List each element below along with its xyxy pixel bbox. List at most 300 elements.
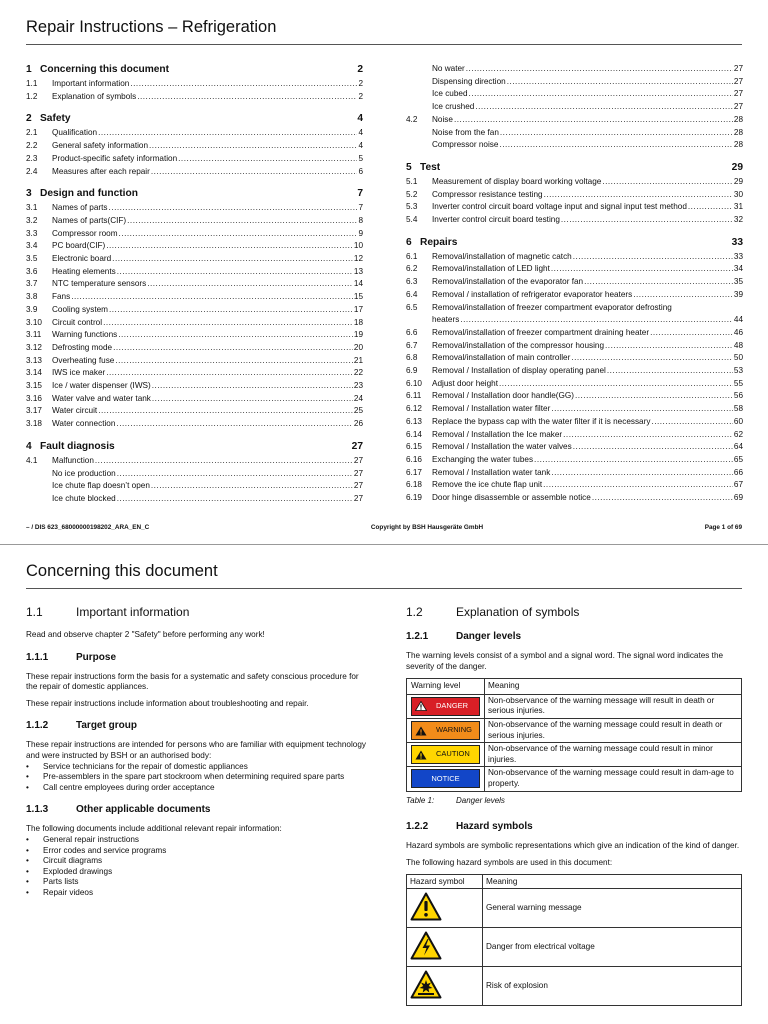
toc-entry-title: Important information — [52, 79, 130, 88]
toc-leader-dots — [551, 467, 733, 480]
toc-entry-page: 28 — [733, 114, 743, 124]
toc-chapter-page: 2 — [357, 64, 363, 75]
toc-entry[interactable] — [406, 289, 743, 302]
toc-entry-number: 3.14 — [26, 368, 42, 378]
toc-entry-page: 27 — [733, 76, 743, 86]
toc-leader-dots — [118, 329, 353, 342]
footer-page-number: Page 1 of 69 — [704, 524, 742, 531]
toc-entry-title: PC board(CIF) — [52, 241, 106, 251]
toc-entry-page: 55 — [733, 378, 743, 388]
toc-entry-page: 69 — [733, 493, 743, 503]
toc-leader-dots — [575, 390, 733, 403]
toc-entry[interactable] — [406, 390, 743, 403]
toc-entry[interactable] — [26, 367, 363, 380]
toc-leader-dots — [571, 352, 733, 365]
toc-entry[interactable] — [406, 403, 743, 416]
toc-leader-dots — [500, 127, 733, 140]
toc-entry[interactable] — [406, 378, 743, 391]
toc-entry[interactable] — [406, 88, 743, 101]
toc-entry-title: Water circuit — [52, 406, 98, 416]
section-1-2-1-heading: 1.2.1 Danger levels — [406, 631, 522, 642]
toc-leader-dots — [152, 393, 353, 406]
toc-entry-number: 6.13 — [406, 416, 422, 426]
toc-entry-number: 6.9 — [406, 366, 418, 376]
toc-entry-title: Malfunction — [52, 455, 94, 465]
toc-entry[interactable] — [26, 215, 363, 228]
toc-entry-number: 4.2 — [406, 114, 418, 124]
toc-leader-dots — [507, 76, 733, 89]
toc-entry-page: 15 — [353, 292, 363, 302]
toc-entry-page: 7 — [358, 203, 363, 213]
toc-entry-number: 3.17 — [26, 406, 42, 416]
toc-entry-title: Removal / Installation of display operating panel — [432, 366, 606, 376]
toc-entry-number: 6.18 — [406, 480, 422, 490]
toc-entry-number: 3.4 — [26, 241, 38, 251]
toc-entry[interactable] — [26, 380, 363, 393]
toc-entry[interactable] — [406, 201, 743, 214]
toc-entry-page: 18 — [353, 317, 363, 327]
toc-entry[interactable] — [406, 327, 743, 340]
toc-chapter-heading[interactable] — [26, 440, 363, 453]
footer-copyright: Copyright by BSH Hausgeräte GmbH — [370, 524, 484, 531]
toc-chapter-number: 5 — [406, 161, 412, 173]
toc-entry[interactable] — [406, 76, 743, 89]
toc-entry-page: 64 — [733, 442, 743, 452]
toc-leader-dots — [71, 291, 353, 304]
toc-entry-page: 29 — [733, 176, 743, 186]
toc-entry-number: 3.2 — [26, 215, 38, 225]
toc-entry[interactable] — [26, 278, 363, 291]
toc-entry-title: Compressor resistance testing — [432, 189, 543, 199]
toc-entry[interactable] — [406, 139, 743, 152]
toc-entry-title: Noise — [432, 114, 453, 124]
toc-entry-page: 53 — [733, 366, 743, 376]
toc-entry-title: Measurement of display board working voltage — [432, 176, 602, 186]
toc-entry-page: 60 — [733, 416, 743, 426]
section-1-1-2-heading: 1.1.2 Target group — [26, 720, 137, 732]
toc-entry[interactable] — [26, 153, 363, 166]
footer-doc-id: – / DIS 623_68000000198202_ARA_EN_C — [26, 524, 150, 531]
toc-entry[interactable] — [406, 101, 743, 114]
toc-entry[interactable] — [406, 114, 743, 127]
toc-entry-number: 2.3 — [26, 153, 38, 163]
toc-entry[interactable] — [26, 240, 363, 253]
warning-triangle-icon — [415, 750, 427, 760]
toc-entry[interactable] — [406, 492, 743, 505]
toc-entry-title: Replace the bypass cap with the water filter if it is necessary — [432, 416, 651, 426]
toc-entry-page: 65 — [733, 454, 743, 464]
toc-entry[interactable] — [26, 480, 363, 493]
warning-triangle-icon — [415, 701, 427, 711]
toc-leader-dots — [119, 228, 358, 241]
table-row — [407, 767, 742, 791]
toc-leader-dots — [561, 214, 733, 227]
toc-entry[interactable] — [26, 266, 363, 279]
section-1-1-heading: 1.1 Important information — [26, 605, 190, 619]
toc-entry[interactable] — [406, 365, 743, 378]
toc-entry-number: 6.19 — [406, 493, 422, 503]
target-group-list — [26, 762, 366, 794]
toc-entry[interactable] — [26, 228, 363, 241]
notice-badge: NOTICE — [411, 769, 480, 788]
toc-leader-dots — [151, 480, 353, 493]
hazard-symbols-paragraph-2: The following hazard symbols are used in this document: — [406, 857, 613, 867]
toc-leader-dots — [573, 251, 733, 264]
toc-entry-title: Removal / Installation water filter — [432, 404, 551, 414]
toc-chapter-page: 29 — [731, 161, 743, 173]
toc-entry[interactable] — [26, 355, 363, 368]
toc-entry[interactable] — [406, 352, 743, 365]
toc-entry-title: NTC temperature sensors — [52, 279, 147, 289]
toc-leader-dots — [651, 416, 732, 429]
toc-entry[interactable] — [406, 251, 743, 264]
caution-meaning: Non-observance of the warning message could result in minor injuries. — [485, 743, 742, 767]
toc-chapter-heading[interactable] — [406, 236, 743, 249]
toc-entry-number: 3.16 — [26, 393, 42, 403]
toc-entry[interactable] — [26, 291, 363, 304]
section-1-2-2-heading: 1.2.2 Hazard symbols — [406, 821, 533, 833]
toc-entry[interactable] — [406, 416, 743, 429]
electrical-voltage-icon — [410, 931, 442, 960]
danger-badge: DANGER — [411, 697, 480, 716]
toc-entry-title: Explanation of symbols — [52, 91, 137, 101]
toc-chapter-number: 3 — [26, 188, 32, 200]
toc-entry-page: 33 — [733, 251, 743, 261]
toc-entry-page: 2 — [358, 91, 363, 101]
toc-leader-dots — [499, 139, 732, 152]
toc-entry-page: 13 — [353, 266, 363, 276]
danger-levels-paragraph: The warning levels consist of a symbol and a signal word. The signal word indicates the severity of the danger. — [406, 651, 724, 671]
toc-entry-title: No water — [432, 64, 465, 73]
general-warning-icon — [410, 892, 442, 921]
toc-entry[interactable] — [26, 166, 363, 179]
toc-entry-title: Removal / Installation the Ice maker — [432, 429, 563, 439]
toc-entry-number: 6.2 — [406, 264, 418, 274]
toc-entry-number: 6.1 — [406, 251, 418, 261]
purpose-paragraph-1: These repair instructions form the basis for a systematic and safety conscious procedure for the repair of domestic appliances. — [26, 671, 359, 692]
toc-entry-title: IWS ice maker — [52, 368, 106, 378]
toc-entry-number: 6.3 — [406, 277, 418, 287]
toc-chapter-number: 2 — [26, 113, 32, 125]
toc-entry-title: Removal / Installation door handle(GG) — [432, 391, 574, 401]
toc-chapter-page: 33 — [731, 236, 743, 248]
toc-entry[interactable] — [406, 189, 743, 202]
toc-entry-title: Removal/installation of LED light — [432, 264, 550, 274]
toc-chapter-title: Safety — [40, 113, 71, 125]
list-item: • Error codes and service programs — [26, 846, 366, 857]
toc-leader-dots — [551, 263, 733, 276]
toc-entry[interactable] — [26, 393, 363, 406]
toc-leader-dots — [584, 276, 733, 289]
toc-entry-title: Ice chute flap doesn’t open — [52, 481, 150, 491]
toc-entry-number: 6.15 — [406, 442, 422, 452]
toc-entry-title: Ice chute blocked — [52, 493, 116, 503]
toc-entry-title: Inverter control circuit board voltage input and signal input test method — [432, 202, 687, 212]
toc-entry-title: Fans — [52, 292, 71, 302]
toc-entry-title: Dispensing direction — [432, 76, 506, 86]
toc-leader-dots — [151, 166, 358, 179]
toc-entry-page: 31 — [733, 202, 743, 212]
toc-entry-title: Compressor room — [52, 228, 118, 238]
toc-entry-page: 27 — [733, 89, 743, 99]
table-1-caption: Table 1: Danger levels — [406, 795, 505, 805]
toc-entry-number: 3.1 — [26, 203, 38, 213]
title-divider — [26, 44, 742, 45]
toc-leader-dots — [106, 240, 353, 253]
toc-entry-title: Compressor noise — [432, 140, 499, 150]
toc-entry-number: 6.10 — [406, 378, 422, 388]
toc-leader-dots — [534, 454, 733, 467]
toc-entry[interactable] — [26, 455, 363, 468]
toc-entry[interactable] — [26, 140, 363, 153]
toc-entry-title: Removal/installation of freezer compartment draining heater — [432, 327, 650, 337]
toc-entry-page: 10 — [353, 241, 363, 251]
section-1-1-1-heading: 1.1.1 Purpose — [26, 651, 117, 663]
target-group-paragraph: These repair instructions are intended for persons who are familiar with equipment technology and were instructed by BSH or an authorised body: — [26, 740, 366, 760]
toc-entry-page: 62 — [733, 429, 743, 439]
toc-entry-title: Water connection — [52, 419, 116, 429]
toc-entry[interactable] — [26, 317, 363, 330]
toc-entry-page: 19 — [353, 330, 363, 340]
toc-entry-page: 35 — [733, 277, 743, 287]
toc-entry[interactable] — [26, 78, 363, 91]
toc-entry-title: Removal / Installation water tank — [432, 467, 551, 477]
toc-entry[interactable] — [406, 276, 743, 289]
list-item: • Exploded drawings — [26, 867, 366, 878]
toc-leader-dots — [130, 78, 357, 91]
column-header: Meaning — [483, 875, 742, 889]
toc-entry[interactable] — [26, 253, 363, 266]
toc-chapter-page: 27 — [351, 440, 363, 452]
toc-entry-title: Adjust door height — [432, 378, 498, 388]
toc-entry-page: 4 — [358, 128, 363, 138]
toc-right-column — [406, 63, 743, 505]
toc-leader-dots — [460, 314, 733, 327]
toc-leader-dots — [117, 493, 353, 506]
table-row — [407, 889, 742, 928]
toc-entry-number: 3.9 — [26, 304, 38, 314]
toc-entry-title: Removal/installation of magnetic catch — [432, 251, 572, 261]
toc-entry-page: 4 — [358, 141, 363, 151]
toc-leader-dots — [116, 418, 352, 431]
notice-meaning: Non-observance of the warning message could result in dam-age to property. — [485, 767, 742, 791]
toc-leader-dots — [454, 114, 733, 127]
toc-leader-dots — [602, 176, 733, 189]
list-item: • Circuit diagrams — [26, 856, 366, 867]
toc-leader-dots — [147, 278, 353, 291]
toc-leader-dots — [127, 215, 357, 228]
explosion-icon — [410, 970, 442, 999]
toc-entry[interactable] — [406, 479, 743, 492]
toc-entry-number: 2.2 — [26, 141, 38, 151]
toc-entry-title: Ice crushed — [432, 102, 475, 112]
toc-entry-page: 8 — [358, 215, 363, 225]
toc-entry-title: Exchanging the water tubes — [432, 454, 534, 464]
toc-entry[interactable] — [406, 176, 743, 189]
page-separator — [0, 544, 768, 545]
toc-entry[interactable] — [26, 127, 363, 140]
toc-entry-title: Cooling system — [52, 304, 108, 314]
toc-entry[interactable] — [406, 302, 743, 315]
toc-leader-dots — [103, 317, 353, 330]
purpose-paragraph-2: These repair instructions include information about troubleshooting and repair. — [26, 698, 309, 708]
toc-leader-dots — [633, 289, 733, 302]
toc-entry-page: 24 — [353, 393, 363, 403]
toc-entry-title: Defrosting mode — [52, 342, 113, 352]
table-row — [407, 928, 742, 967]
toc-entry-number: 5.3 — [406, 202, 418, 212]
toc-leader-dots — [113, 342, 353, 355]
toc-entry[interactable] — [26, 329, 363, 342]
toc-entry[interactable] — [26, 304, 363, 317]
toc-entry-number: 6.12 — [406, 404, 422, 414]
toc-entry[interactable] — [26, 405, 363, 418]
toc-entry[interactable] — [406, 214, 743, 227]
toc-entry-number: 3.7 — [26, 279, 38, 289]
table-row — [407, 694, 742, 718]
toc-entry[interactable] — [406, 263, 743, 276]
toc-leader-dots — [178, 153, 357, 166]
toc-entry-page: 39 — [733, 289, 743, 299]
toc-entry[interactable] — [406, 467, 743, 480]
toc-leader-dots — [117, 468, 353, 481]
toc-entry-page: 17 — [353, 304, 363, 314]
toc-leader-dots — [544, 189, 733, 202]
toc-entry-page: 21 — [353, 355, 363, 365]
toc-entry-title: Removal/installation of the compressor housing — [432, 340, 605, 350]
toc-entry[interactable] — [26, 468, 363, 481]
toc-entry[interactable] — [26, 418, 363, 431]
toc-entry-page: 5 — [358, 153, 363, 163]
toc-entry-page: 28 — [733, 140, 743, 150]
list-item: • Parts lists — [26, 877, 366, 888]
table-row — [407, 718, 742, 742]
toc-entry[interactable] — [406, 127, 743, 140]
explosion-meaning: Risk of explosion — [483, 967, 742, 1006]
list-item: • Repair videos — [26, 888, 366, 899]
toc-leader-dots — [152, 380, 353, 393]
toc-entry-page: 2 — [358, 79, 363, 88]
toc-entry-title: Names of parts(CIF) — [52, 215, 127, 225]
toc-chapter-heading[interactable] — [406, 161, 743, 174]
page2-left-column — [26, 604, 366, 903]
toc-entry-number: 6.7 — [406, 340, 418, 350]
toc-entry-page: 27 — [353, 468, 363, 478]
toc-entry-title: General safety information — [52, 141, 149, 151]
danger-meaning: Non-observance of the warning message will result in death or serious injuries. — [485, 694, 742, 718]
toc-entry-page: 44 — [733, 315, 743, 325]
toc-entry[interactable] — [406, 429, 743, 442]
toc-chapter-title: Design and function — [40, 188, 138, 200]
toc-entry-page: 48 — [733, 340, 743, 350]
toc-entry-page: 32 — [733, 215, 743, 225]
toc-entry-number: 4.1 — [26, 455, 38, 465]
toc-entry[interactable] — [406, 441, 743, 454]
toc-entry-number: 5.4 — [406, 215, 418, 225]
toc-leader-dots — [106, 367, 353, 380]
toc-leader-dots — [605, 340, 733, 353]
caution-badge: CAUTION — [411, 745, 480, 764]
toc-entry-number: 3.11 — [26, 330, 42, 340]
toc-chapter-heading[interactable] — [26, 187, 363, 200]
toc-leader-dots — [137, 91, 357, 104]
toc-leader-dots — [563, 429, 733, 442]
toc-leader-dots — [149, 140, 357, 153]
toc-entry-page: 23 — [353, 381, 363, 391]
hazard-symbols-table — [406, 874, 742, 1006]
toc-entry-number: 3.3 — [26, 228, 38, 238]
toc-entry-page: 30 — [733, 189, 743, 199]
toc-entry[interactable] — [26, 202, 363, 215]
other-docs-paragraph: The following documents include additional relevant repair information: — [26, 824, 282, 834]
toc-left-column — [26, 63, 363, 506]
toc-entry-page: 34 — [733, 264, 743, 274]
toc-leader-dots — [109, 304, 353, 317]
toc-leader-dots — [469, 88, 733, 101]
table-row — [407, 743, 742, 767]
toc-leader-dots — [592, 492, 733, 505]
section-1-1-3-heading: 1.1.3 Other applicable documents — [26, 804, 211, 816]
toc-entry-number: 6.8 — [406, 353, 418, 363]
toc-entry[interactable] — [26, 342, 363, 355]
toc-entry[interactable] — [406, 63, 743, 76]
toc-leader-dots — [551, 403, 733, 416]
toc-entry-page: 22 — [353, 368, 363, 378]
toc-entry-title: Ice cubed — [432, 89, 468, 99]
toc-entry[interactable] — [406, 340, 743, 353]
toc-entry-title: Ice / water dispenser (IWS) — [52, 381, 151, 391]
toc-entry-page: 20 — [353, 342, 363, 352]
toc-chapter-title: Repairs — [420, 236, 458, 248]
column-header: Meaning — [485, 679, 742, 695]
toc-chapter-heading[interactable] — [26, 63, 363, 76]
toc-entry[interactable] — [406, 454, 743, 467]
toc-entry-title: Removal/installation of freezer compartment evaporator defrosting — [432, 302, 672, 312]
toc-entry-number: 6.6 — [406, 327, 418, 337]
toc-leader-dots — [475, 101, 733, 114]
toc-entry-page: 28 — [733, 127, 743, 137]
toc-entry[interactable] — [26, 493, 363, 506]
list-item: • Service technicians for the repair of domestic appliances — [26, 762, 366, 773]
toc-entry-number: 2.4 — [26, 166, 38, 176]
danger-levels-table — [406, 678, 742, 791]
toc-leader-dots — [466, 63, 733, 76]
toc-entry-number: 6.11 — [406, 391, 422, 401]
toc-entry-number: 3.12 — [26, 342, 42, 352]
toc-entry-number: 2.1 — [26, 128, 38, 138]
toc-entry-page: 67 — [733, 480, 743, 490]
toc-leader-dots — [98, 405, 353, 418]
toc-entry-number: 3.13 — [26, 355, 42, 365]
section-1-2-heading: 1.2 Explanation of symbols — [406, 605, 580, 619]
toc-chapter-number: 4 — [26, 440, 32, 452]
toc-entry-number: 3.8 — [26, 292, 38, 302]
toc-entry-page: 27 — [733, 102, 743, 112]
toc-chapter-number: 1 — [26, 64, 32, 75]
toc-entry-title: Door hinge disassemble or assemble notice — [432, 493, 591, 503]
toc-entry-number: 6.16 — [406, 454, 422, 464]
toc-entry-number: 3.5 — [26, 254, 38, 264]
toc-entry[interactable] — [26, 91, 363, 104]
important-info-text: Read and observe chapter 2 "Safety" before performing any work! — [26, 630, 265, 639]
toc-chapter-heading[interactable] — [26, 112, 363, 125]
toc-chapter-title: Test — [420, 161, 441, 173]
list-item: • General repair instructions — [26, 835, 366, 846]
toc-chapter-page: 4 — [357, 113, 363, 125]
other-docs-list — [26, 835, 366, 899]
toc-entry[interactable] — [406, 314, 743, 327]
page2-right-column — [406, 604, 742, 1006]
